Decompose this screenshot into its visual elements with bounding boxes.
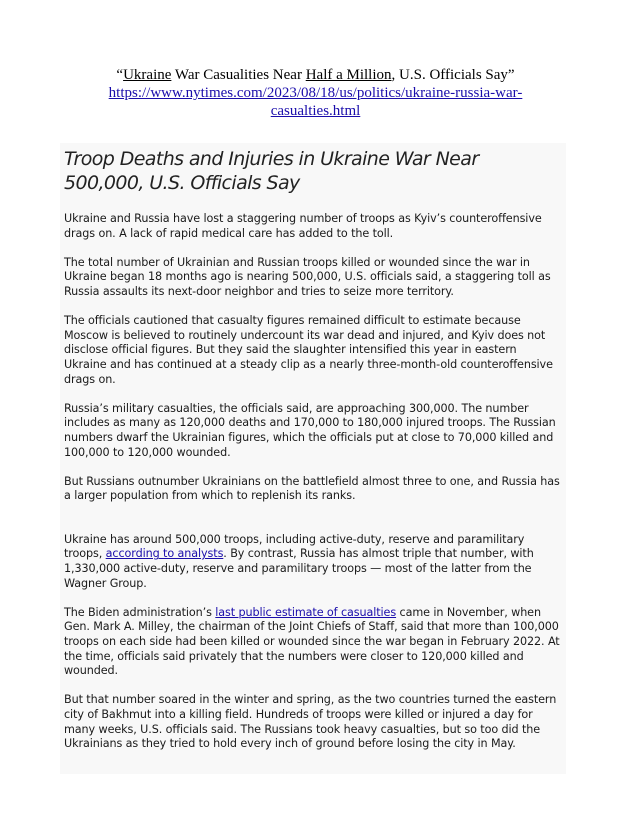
paragraph-2: The total number of Ukrainian and Russian troops killed or wounded since the war in Ukraine began 18 months ago is nearing 500,000, U.S. officials said, a staggering toll as Russia assaults its next-door neighbor and tries to seize more territory. (64, 255, 551, 298)
article-body (60, 143, 566, 774)
article-headline: Troop Deaths and Injuries in Ukraine War Near 500,000, U.S. Officials Say (64, 148, 479, 194)
paragraph-5: But Russians outnumber Ukrainians on the battlefield almost three to one, and Russia has a larger population from which to replenish its ranks. (64, 474, 560, 503)
source-url[interactable] (0, 84, 631, 120)
title-end: , U.S. Officials Say” (391, 67, 515, 83)
title-ukraine: Ukraine (123, 67, 172, 83)
paragraph-6 (64, 533, 562, 591)
paragraph-8: But that number soared in the winter and spring, as the two countries turned the eastern city of Bakhmut into a killing field. Hundreds of troops were killed or injured a day for many weeks, U.S. officials said. The Russians took heavy casualties, but so too did the Ukrainians as they tried to hold every inch of ground before losing the city in May. (64, 693, 557, 751)
paragraph-7-text-b: came in November, when Gen. Mark A. Milley, the chairman of the Joint Chiefs of Staff, said that more than 100,000 troops on each side had been killed or wounded since the war began in February 2022. At the time, officials said privately that the numbers were closer to 120,000 killed and wounded. (64, 605, 560, 678)
document-header (0, 66, 631, 120)
document-title (0, 66, 631, 84)
title-open-quote: “ (116, 67, 124, 83)
title-half-million: Half a Million (305, 67, 392, 83)
paragraph-7-text-a: The Biden administration’s (64, 605, 216, 619)
paragraph-6-text-b: . By contrast, Russia has almost triple that number, with 1,330,000 active-duty, reserve and paramilitary troops — most of the latter from the Wagner Group. (64, 547, 534, 590)
according-to-analysts-link[interactable]: according to analysts (105, 547, 224, 561)
paragraph-1: Ukraine and Russia have lost a staggering number of troops as Kyiv’s counteroffensive drags on. A lack of rapid medical care has added to the toll. (64, 212, 542, 240)
last-public-estimate-link[interactable]: last public estimate of casualties (215, 605, 397, 619)
paragraph-3: The officials cautioned that casualty figures remained difficult to estimate because Moscow is believed to routinely undercount its war dead and injured, and Kyiv does not disclose official figures. But they said the slaughter intensified this year in eastern Ukraine and has continued at a steady clip as a nearly three-month-old counteroffensive drags on. (64, 314, 553, 386)
title-mid: War Casualities Near (171, 67, 306, 83)
source-url-line2[interactable]: casualties.html (270, 103, 361, 119)
paragraph-4: Russia’s military casualties, the officials said, are approaching 300,000. The number includes as many as 120,000 deaths and 170,000 to 180,000 injured troops. The Russian numbers dwarf the Ukrainian figures, which the officials put at close to 70,000 killed and 100,000 to 120,000 wounded. (64, 401, 556, 459)
source-url-line1[interactable]: https://www.nytimes.com/2023/08/18/us/politics/ukraine-russia-war- (108, 85, 523, 101)
paragraph-7 (64, 606, 562, 679)
paragraph-6-text-a: Ukraine has around 500,000 troops, including active-duty, reserve and paramilitary troops, (64, 532, 525, 561)
